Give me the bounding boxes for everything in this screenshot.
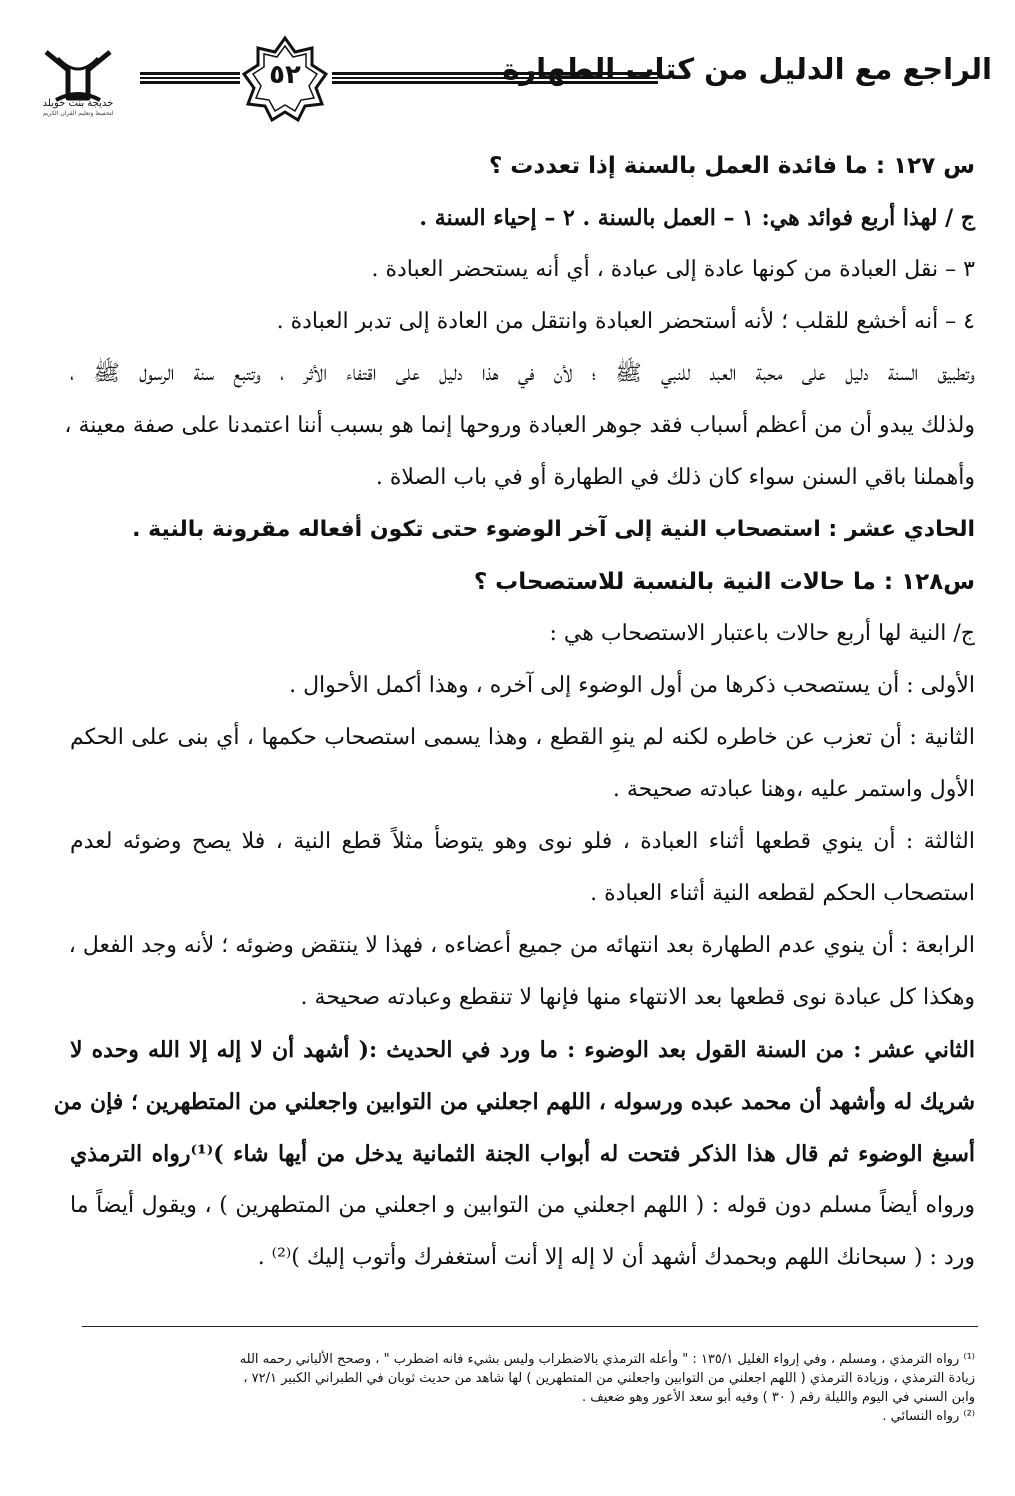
case-fourth: الرابعة : أن ينوي عدم الطهارة بعد انتهائه من جميع أعضاءه ، فهذا لا ينتقض وضوئه ؛ لأنه وجد الفعل ، [68, 933, 975, 958]
body-text [53, 140, 975, 1284]
section-eleven: الحادي عشر : استصحاب النية إلى آخر الوضوء حتى تكون أفعاله مقرونة بالنية . [132, 517, 975, 542]
footnote-line: وابن السني في اليوم والليلة رقم ( ٣٠ ) وفيه أبو سعد الأعور وهو ضعيف . [581, 1390, 975, 1405]
footnote-divider [82, 1326, 978, 1327]
page-number: ٥٢ [269, 60, 301, 90]
benefit-4: ٤ – أنه أخشع للقلب ؛ لأنه أستحضر العبادة وانتقل من العادة إلى تدبر العبادة . [276, 309, 975, 334]
paragraph-line: وأهملنا باقي السنن سواء كان ذلك في الطهارة أو في باب الصلاة . [375, 465, 975, 490]
hadith-line: ورد : ( سبحانك اللهم وبحمدك أشهد أن لا إله إلا أنت أستغفرك وأتوب إليك )⁽²⁾ . [257, 1245, 975, 1270]
case-third: الثالثة : أن ينوي قطعها أثناء العبادة ، فلو نوى وهو يتوضأ مثلاً قطع النية ، فلا يصح وضوئه لعدم [70, 829, 975, 854]
footnote-line: ⁽²⁾ رواه النسائي . [882, 1409, 975, 1424]
question-127: س ١٢٧ : ما فائدة العمل بالسنة إذا تعددت ؟ [488, 153, 975, 179]
running-title: الراجع مع الدليل من كتاب الطهارة [502, 52, 992, 86]
case-fourth-cont: وهكذا كل عبادة نوى قطعها بعد الانتهاء منها فإنها لا تنقطع وعبادته صحيحة . [300, 985, 975, 1010]
answer-128-intro: ج/ النية لها أربع حالات باعتبار الاستصحاب هي : [549, 621, 975, 646]
hadith-line: ورواه أيضاً مسلم دون قوله : ( اللهم اجعلني من التوابين و اجعلني من المتطهرين ) ، ويقول أيضاً ما [70, 1193, 975, 1218]
case-second-cont: الأول واستمر عليه ،وهنا عبادته صحيحة . [612, 777, 975, 802]
section-twelve: الثاني عشر : من السنة القول بعد الوضوء : ما ورد في الحديث :( أشهد أن لا إله إلا الله وحده لا [70, 1037, 975, 1063]
hadith-line: أسبغ الوضوء ثم قال هذا الذكر فتحت له أبواب الجنة الثمانية يدخل من أيها شاء )⁽¹⁾رواه الترمذي [70, 1141, 975, 1167]
logo-caption: خديجة بنت خويلد [42, 98, 114, 109]
paragraph-line: وتطبيق السنة دليل على محبة العبد للنبي ﷺ ؛ لأن في هذا دليل على اقتفاء الأثر ، وتتبع سنة الرسول ﷺ ، [70, 361, 975, 386]
page-header [22, 30, 992, 130]
answer-127-intro: ج / لهذا أربع فوائد هي: ١ – العمل بالسنة . ٢ – إحياء السنة . [419, 205, 975, 231]
case-second: الثانية : أن تعزب عن خاطره لكنه لم ينوِ القطع ، وهذا يسمى استصحاب حكمها ، أي بنى على الحكم [70, 725, 975, 750]
case-third-cont: استصحاب الحكم لقطعه النية أثناء العبادة . [590, 881, 975, 906]
footnote-line: زيادة الترمذي ، وزيادة الترمذي ( اللهم اجعلني من التوابين واجعلني من المتطهرين ) لها شاهد من حديث ثوبان في الطبراني الكبير ٧٢/١ ، [243, 1371, 975, 1386]
hadith-line: شريك له وأشهد أن محمد عبده ورسوله ، اللهم اجعلني من التوابين واجعلني من المتطهرين ؛ فإن من [53, 1089, 975, 1115]
header-rule-left [140, 70, 240, 86]
benefit-3: ٣ – نقل العبادة من كونها عادة إلى عبادة ، أي أنه يستحضر العبادة . [371, 257, 975, 282]
footnote-line: ⁽¹⁾ رواه الترمذي ، ومسلم ، وفي إرواء الغليل ١٣٥/١ : " وأعله الترمذي بالاضطراب وليس بشيء فانه اضطرب " ، وصحح الألباني رحمه الله [239, 1352, 975, 1367]
footnotes [75, 1350, 975, 1426]
question-128: س١٢٨ : ما حالات النية بالنسبة للاستصحاب ؟ [473, 569, 975, 595]
case-first: الأولى : أن يستصحب ذكرها من أول الوضوء إلى آخره ، وهذا أكمل الأحوال . [289, 673, 975, 698]
paragraph-line: ولذلك يبدو أن من أعظم أسباب فقد جوهر العبادة وروحها إنما هو بسبب أننا اعتمدنا على صفة معينة ، [64, 413, 975, 438]
logo-subcaption: لتحفيظ وتعليم القرآن الكريم [42, 110, 114, 117]
